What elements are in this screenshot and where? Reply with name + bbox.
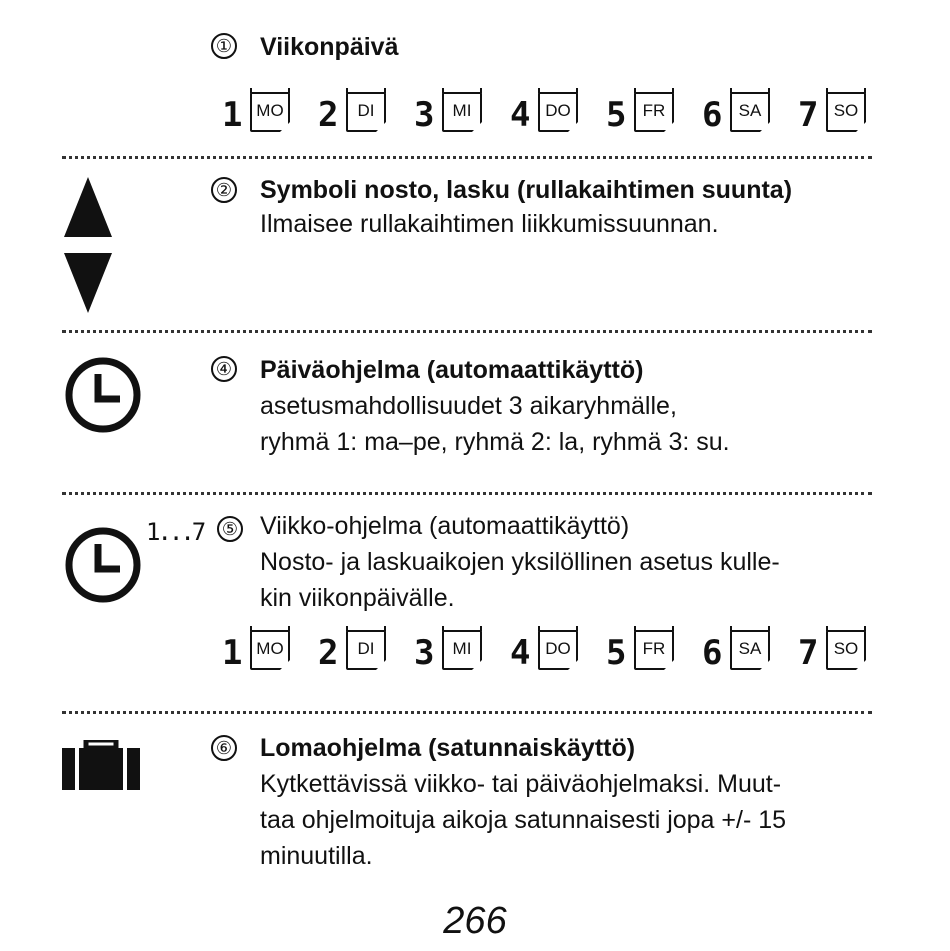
weekday-fr <box>606 92 686 138</box>
weekday-di <box>318 92 398 138</box>
direction-text-line-1: Ilmaisee rullakaihtimen liikkumissuunnan. <box>260 210 719 238</box>
weekday-mi <box>414 92 494 138</box>
weekday-sa <box>702 92 782 138</box>
direction-title: Symboli nosto, lasku (rullakaihtimen suunta) <box>260 176 793 204</box>
weekday-do <box>510 630 590 676</box>
section-number-4: ④ <box>211 356 237 382</box>
section-number-6: ⑥ <box>211 735 237 761</box>
calendar-icon: DO <box>538 630 578 670</box>
direction-symbol <box>62 175 114 315</box>
weekday-so <box>798 630 878 676</box>
weekday-digit: 5 <box>606 633 627 673</box>
section-number-1: ① <box>211 33 237 59</box>
divider <box>62 711 872 714</box>
calendar-icon: DI <box>346 630 386 670</box>
calendar-icon: MO <box>250 92 290 132</box>
section-number-2: ② <box>211 177 237 203</box>
calendar-icon: FR <box>634 630 674 670</box>
weekday-digit: 6 <box>702 95 723 135</box>
week-program-title: Viikko-ohjelma (automaattikäyttö) <box>260 512 630 540</box>
calendar-icon: FR <box>634 92 674 132</box>
weekday-row <box>222 92 882 138</box>
weekday-digit: 7 <box>798 95 819 135</box>
weekday-sa <box>702 630 782 676</box>
clock-icon <box>64 356 142 434</box>
weekday-mo <box>222 92 302 138</box>
weekday-mi <box>414 630 494 676</box>
triangle-up-icon <box>64 177 112 237</box>
calendar-icon: DO <box>538 92 578 132</box>
weekday-row <box>222 630 882 676</box>
suitcase-icon <box>62 740 140 790</box>
weekday-digit: 3 <box>414 95 435 135</box>
weekday-digit: 2 <box>318 95 339 135</box>
weekday-title: Viikonpäivä <box>260 33 399 61</box>
weekday-digit: 4 <box>510 633 531 673</box>
calendar-icon: SA <box>730 630 770 670</box>
clock-week-icon <box>64 526 142 604</box>
weekday-so <box>798 92 878 138</box>
weekday-do <box>510 92 590 138</box>
calendar-icon: MI <box>442 630 482 670</box>
holiday-program-title: Lomaohjelma (satunnaiskäyttö) <box>260 734 636 762</box>
page-number: 266 <box>443 900 507 942</box>
calendar-icon: SO <box>826 92 866 132</box>
weekday-digit: 3 <box>414 633 435 673</box>
weekday-mo <box>222 630 302 676</box>
divider <box>62 492 872 495</box>
holiday-program-text-line-1: Kytkettävissä viikko- tai päiväohjelmaksi. Muut- <box>260 770 782 798</box>
day-program-text-line-2: ryhmä 1: ma–pe, ryhmä 2: la, ryhmä 3: su. <box>260 428 730 456</box>
calendar-icon: DI <box>346 92 386 132</box>
week-program-text-line-2: kin viikonpäivälle. <box>260 584 455 612</box>
weekday-digit: 7 <box>798 633 819 673</box>
weekday-digit: 1 <box>222 95 243 135</box>
calendar-icon: MI <box>442 92 482 132</box>
calendar-icon: MO <box>250 630 290 670</box>
day-program-title: Päiväohjelma (automaattikäyttö) <box>260 356 644 384</box>
weekday-digit: 4 <box>510 95 531 135</box>
weekday-fr <box>606 630 686 676</box>
triangle-down-icon <box>64 253 112 313</box>
weekday-digit: 6 <box>702 633 723 673</box>
week-program-text-line-1: Nosto- ja laskuaikojen yksilöllinen asetus kulle- <box>260 548 780 576</box>
weekday-digit: 2 <box>318 633 339 673</box>
section-number-5: ⑤ <box>217 516 243 542</box>
weekday-di <box>318 630 398 676</box>
week-badge: 1...7 <box>146 518 204 546</box>
holiday-program-text-line-3: minuutilla. <box>260 842 373 870</box>
weekday-digit: 5 <box>606 95 627 135</box>
calendar-icon: SO <box>826 630 866 670</box>
divider <box>62 330 872 333</box>
divider <box>62 156 872 159</box>
holiday-program-text-line-2: taa ohjelmoituja aikoja satunnaisesti jopa +/- 15 <box>260 806 787 834</box>
weekday-digit: 1 <box>222 633 243 673</box>
calendar-icon: SA <box>730 92 770 132</box>
day-program-text-line-1: asetusmahdollisuudet 3 aikaryhmälle, <box>260 392 677 420</box>
